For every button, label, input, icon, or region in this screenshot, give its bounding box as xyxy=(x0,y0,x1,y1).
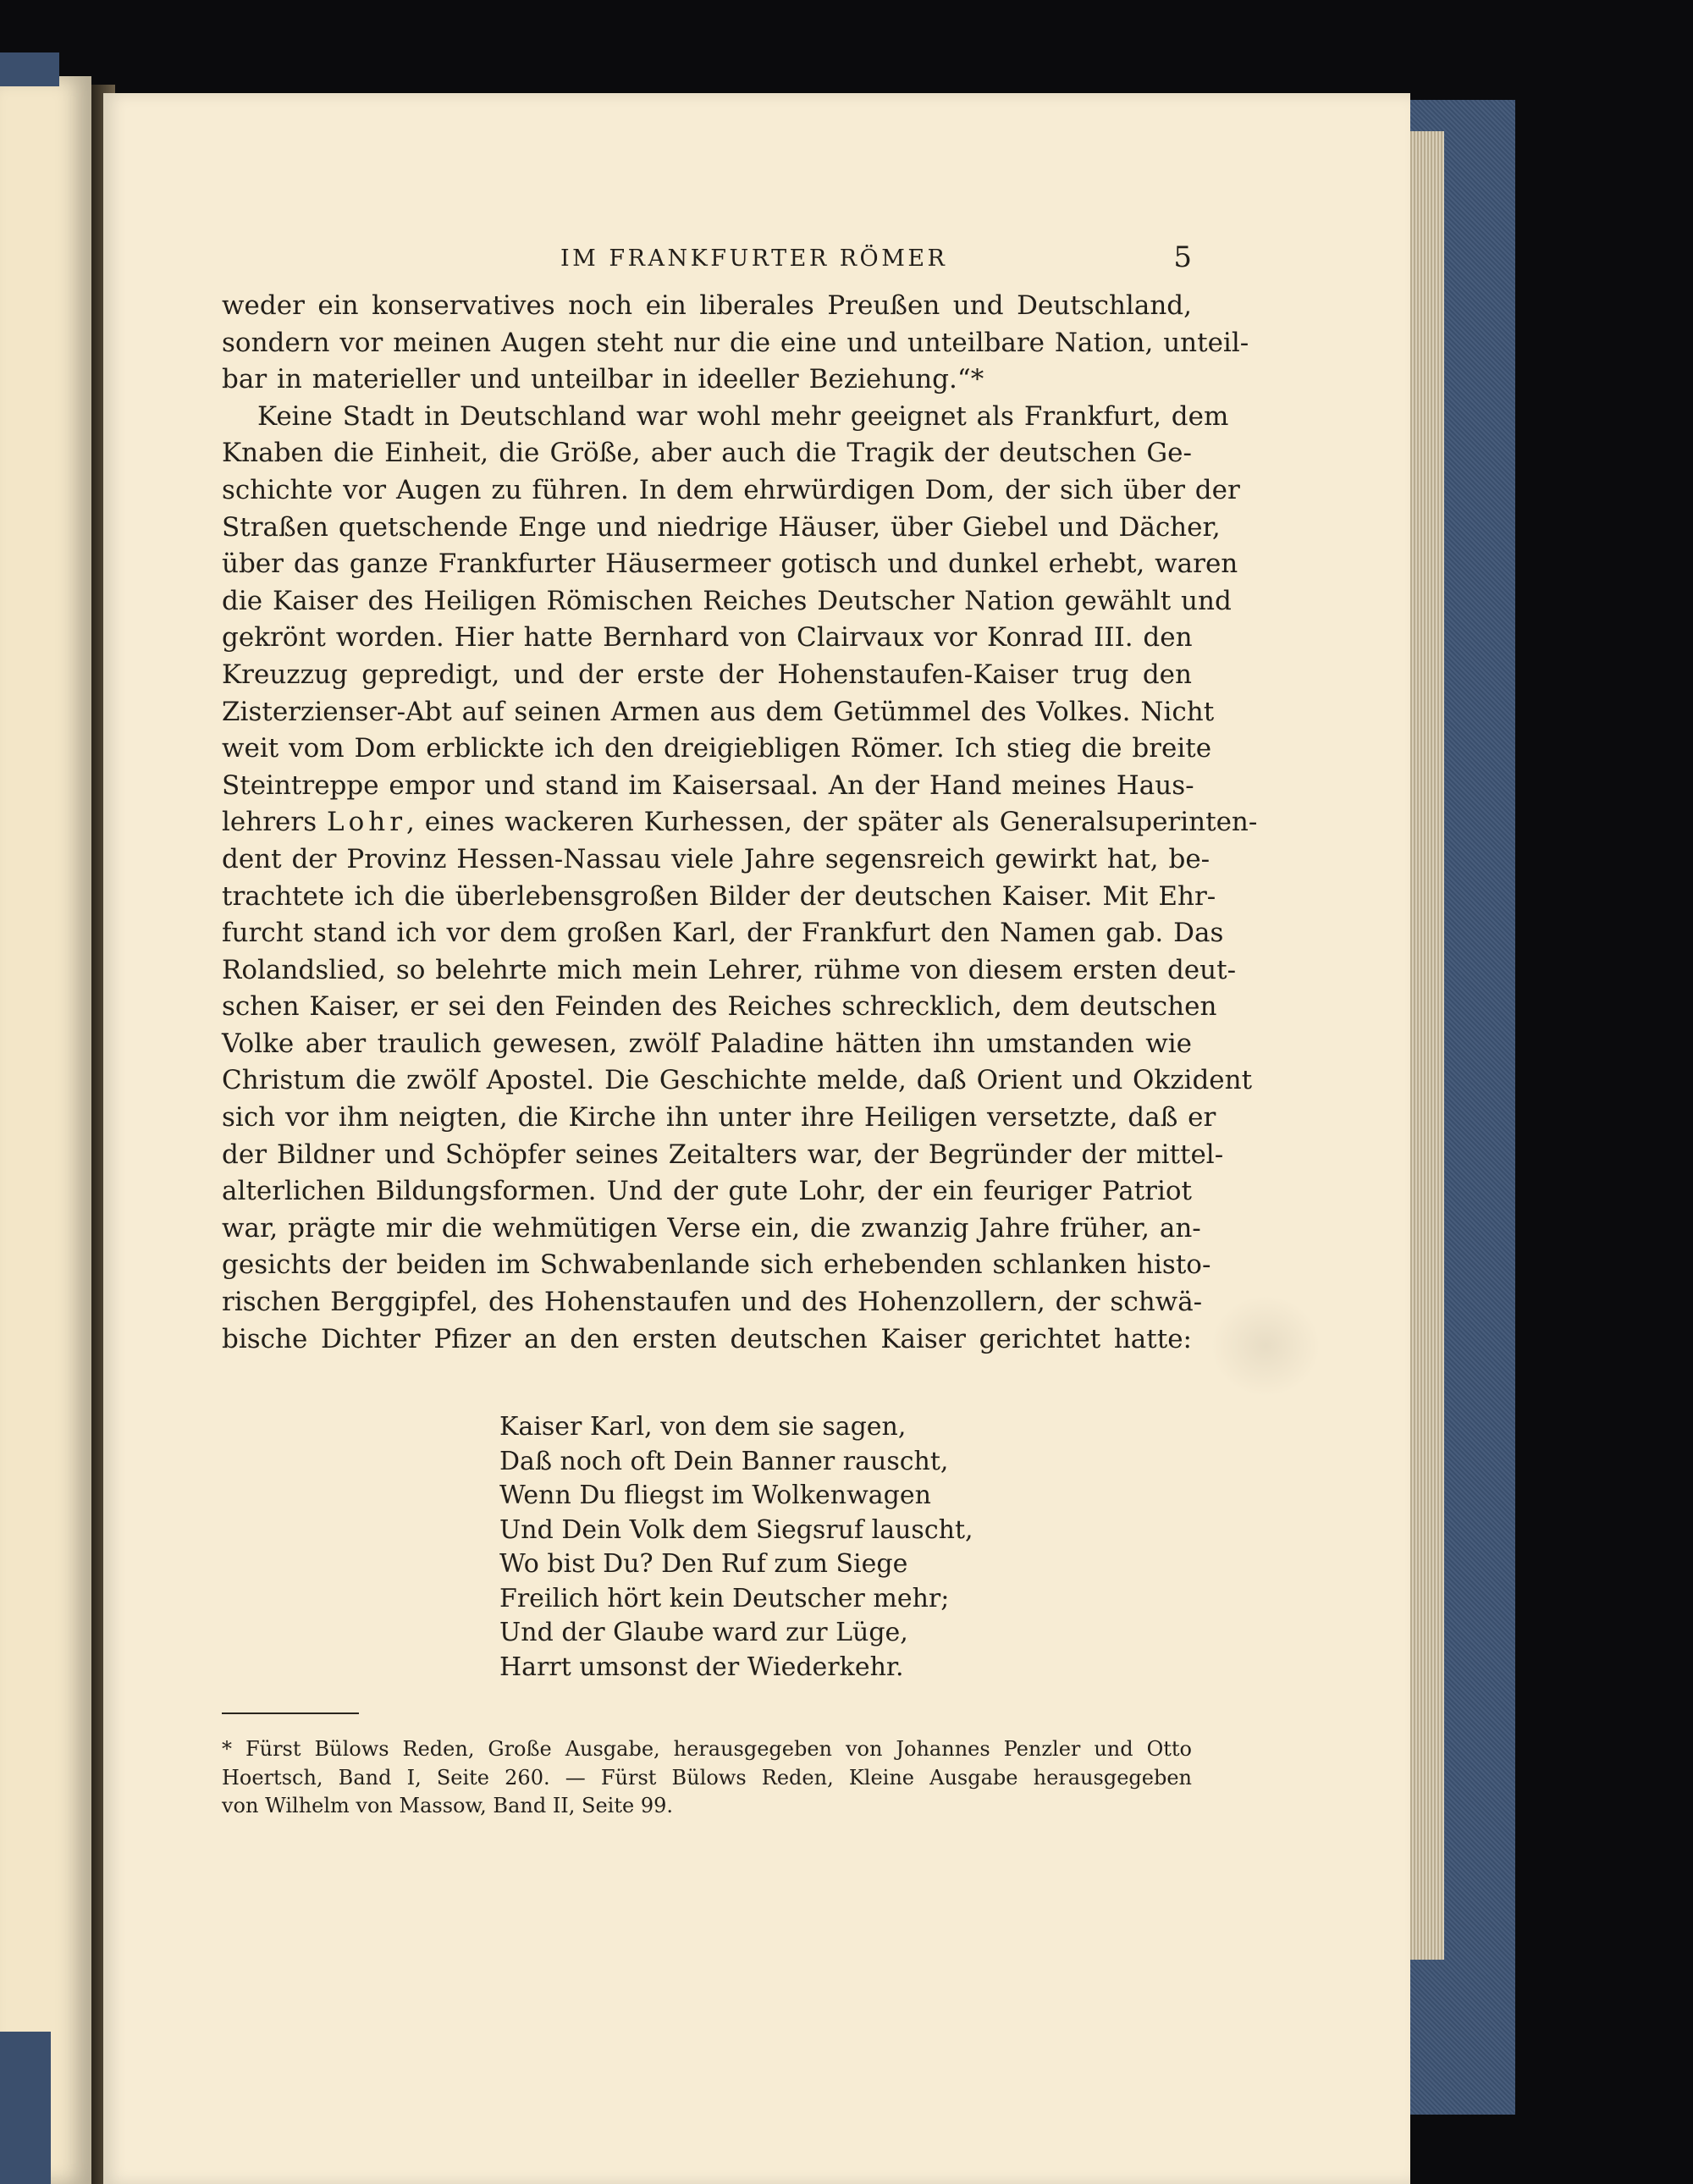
text-line: schen Kaiser, er sei den Feinden des Reiches schrecklich, dem deutschen xyxy=(222,991,1217,1023)
poem-line: Kaiser Karl, von dem sie sagen, xyxy=(499,1412,907,1442)
text-line: dent der Provinz Hessen-Nassau viele Jahre segensreich gewirkt hat, be- xyxy=(222,843,1210,874)
text-line: die Kaiser des Heiligen Römischen Reiches Deutscher Nation gewählt und xyxy=(222,585,1232,616)
poem-line: Wo bist Du? Den Ruf zum Siege xyxy=(499,1549,908,1579)
running-head: IM FRANKFURTER RÖMER xyxy=(560,245,948,272)
text-line: der Bildner und Schöpfer seines Zeitalters war, der Begründer der mittel- xyxy=(222,1139,1224,1170)
footnote-rule xyxy=(222,1712,359,1714)
poem-line: Und der Glaube ward zur Lüge, xyxy=(499,1618,908,1647)
footnote-line: * Fürst Bülows Reden, Große Ausgabe, herausgegeben von Johannes Penzler und Otto xyxy=(222,1737,1192,1761)
page-stack-edge xyxy=(1409,131,1444,1960)
text-line: Straßen quetschende Enge und niedrige Häuser, über Giebel und Dächer, xyxy=(222,511,1221,543)
text-line: sich vor ihm neigten, die Kirche ihn unter ihre Heiligen versetzte, daß er xyxy=(222,1102,1216,1133)
text-line: Zisterzienser-Abt auf seinen Armen aus dem Getümmel des Volkes. Nicht xyxy=(222,696,1215,727)
text-line: Rolandslied, so belehrte mich mein Lehrer, rühme von diesem ersten deut- xyxy=(222,954,1237,985)
facing-page-left xyxy=(0,76,91,2184)
poem-line: Und Dein Volk dem Siegsruf lauscht, xyxy=(499,1514,973,1545)
text-line: sondern vor meinen Augen steht nur die eine und unteilbare Nation, unteil- xyxy=(222,327,1249,358)
text-line: alterlichen Bildungsformen. Und der gute Lohr, der ein feuriger Patriot xyxy=(222,1176,1192,1207)
show-through-marginalia xyxy=(1210,1295,1321,1397)
text-line: Volke aber traulich gewesen, zwölf Paladine hätten ihn umstanden wie xyxy=(222,1028,1192,1059)
text-line: war, prägte mir die wehmütigen Verse ein, die zwanzig Jahre früher, an- xyxy=(222,1212,1201,1244)
text-line: schichte vor Augen zu führen. In dem ehrwürdigen Dom, der sich über der xyxy=(222,474,1240,505)
text-line: weder ein konservatives noch ein liberales Preußen und Deutschland, xyxy=(222,290,1192,321)
text-segment: , eines wackeren Kurhessen, der später als Generalsuperinten- xyxy=(406,807,1258,838)
text-line: rischen Berggipfel, des Hohenstaufen und des Hohenzollern, der schwä- xyxy=(222,1287,1203,1318)
text-segment: lehrers xyxy=(222,807,317,838)
body-text xyxy=(222,288,1258,1358)
text-line: bische Dichter Pfizer an den ersten deutschen Kaiser gerichtet hatte: xyxy=(222,1323,1192,1354)
footnote xyxy=(222,1735,1192,1821)
poem xyxy=(499,1410,973,1685)
book-cover-left-top xyxy=(0,52,59,86)
text-line: gesichts der beiden im Schwabenlande sich erhebenden schlanken histo- xyxy=(222,1249,1211,1281)
page-header xyxy=(222,240,1192,274)
text-line: Christum die zwölf Apostel. Die Geschichte melde, daß Orient und Okzident xyxy=(222,1065,1253,1096)
footnote-line: Hoertsch, Band I, Seite 260. — Fürst Bülows Reden, Kleine Ausgabe herausgegeben xyxy=(222,1765,1192,1790)
text-line: gekrönt worden. Hier hatte Bernhard von Clairvaux vor Konrad III. den xyxy=(222,622,1193,654)
text-line-with-name xyxy=(222,804,1258,841)
footnote-line: von Wilhelm von Massow, Band II, Seite 99. xyxy=(222,1794,674,1817)
text-line: trachtete ich die überlebensgroßen Bilder der deutschen Kaiser. Mit Ehr- xyxy=(222,880,1216,912)
text-line: über das ganze Frankfurter Häusermeer gotisch und dunkel erhebt, waren xyxy=(222,549,1238,580)
text-line: Knaben die Einheit, die Größe, aber auch die Tragik der deutschen Ge- xyxy=(222,438,1192,469)
book-cover-left-bottom xyxy=(0,2032,51,2184)
poem-line: Freilich hört kein Deutscher mehr; xyxy=(499,1583,950,1613)
poem-line: Daß noch oft Dein Banner rauscht, xyxy=(499,1446,949,1476)
text-line: weit vom Dom erblickte ich den dreigiebligen Römer. Ich stieg die breite xyxy=(222,733,1212,764)
page-number: 5 xyxy=(1173,240,1192,274)
text-line: furcht stand ich vor dem großen Karl, der Frankfurt den Namen gab. Das xyxy=(222,918,1224,949)
text-line: bar in materieller und unteilbar in ideeller Beziehung.“* xyxy=(222,364,984,395)
spaced-name: Lohr xyxy=(326,807,407,838)
text-line: Kreuzzug gepredigt, und der erste der Hohenstaufen-Kaiser trug den xyxy=(222,659,1192,690)
poem-line: Wenn Du fliegst im Wolkenwagen xyxy=(499,1481,931,1510)
text-line: Steintreppe empor und stand im Kaisersaal. An der Hand meines Haus- xyxy=(222,769,1194,801)
poem-line: Harrt umsonst der Wiederkehr. xyxy=(499,1652,904,1682)
text-line: Keine Stadt in Deutschland war wohl mehr geeignet als Frankfurt, dem xyxy=(257,400,1229,432)
